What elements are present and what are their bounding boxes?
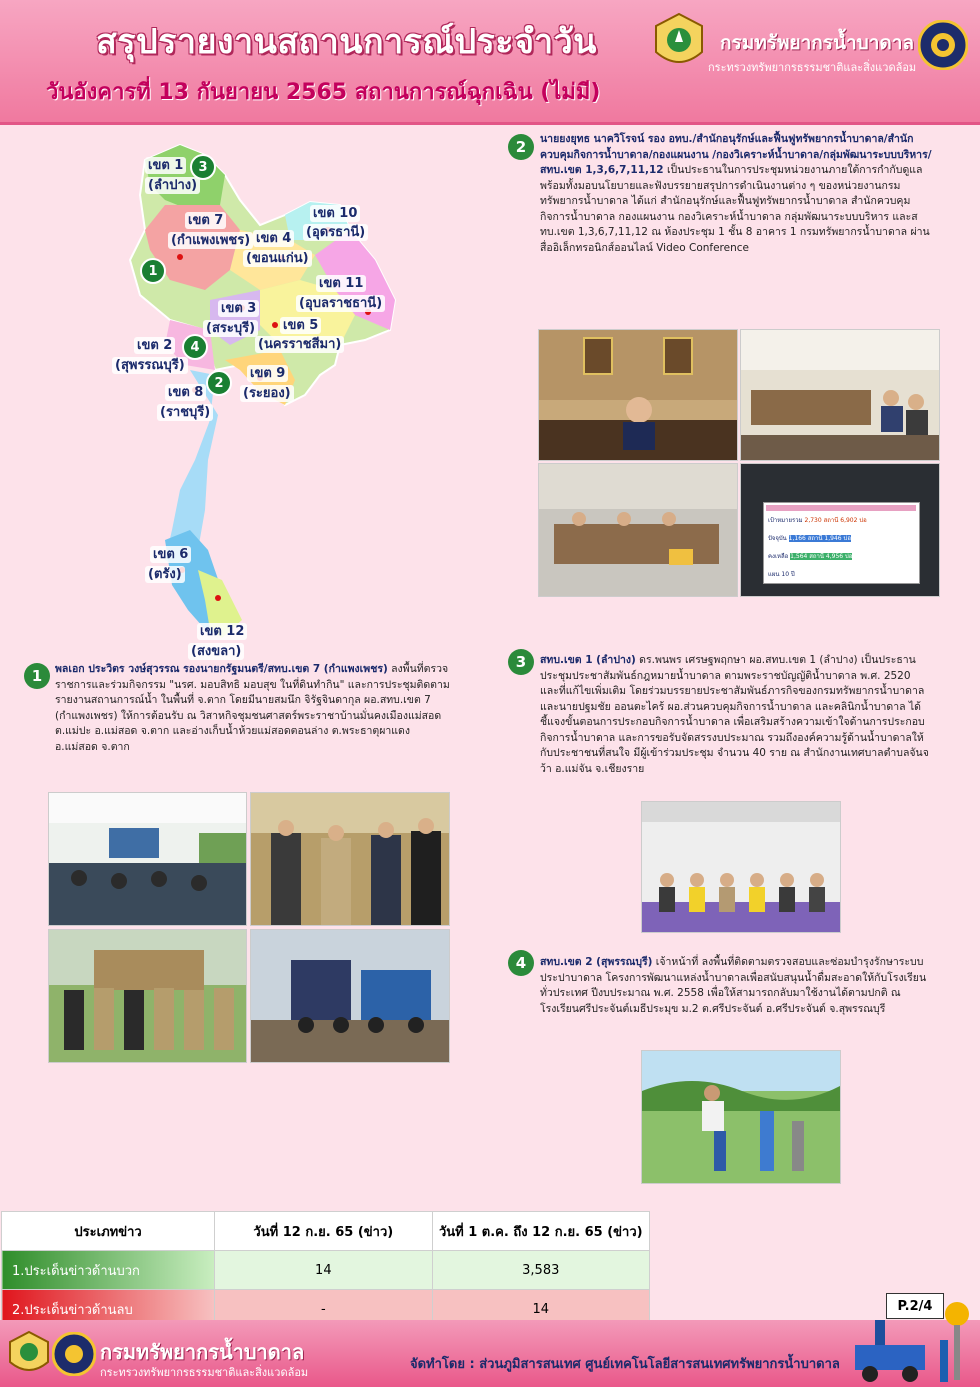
map-marker-3: 3: [190, 154, 216, 180]
positive-day: 14: [215, 1251, 432, 1290]
date-line: วันอังคารที่ 13 กันยายน 2565 สถานการณ์ฉุกเฉิน (ไม่มี): [46, 80, 601, 105]
zone-4-label: เขต 4: [253, 230, 294, 247]
zone-6-label: เขต 6: [150, 546, 191, 563]
news-3-lead: สทบ.เขต 1 (ลำปาง): [540, 654, 636, 666]
zone-5-province: (นครราชสีมา): [255, 336, 344, 353]
slide-line-3: [768, 551, 852, 561]
zone-2-label: เขต 2: [134, 337, 175, 354]
news-1-lead: พลเอก ประวิตร วงษ์สุวรรณ รองนายกรัฐมนตรี/สทบ.เขต 7 (กำแพงเพชร): [55, 663, 388, 675]
news-stats-table: [1, 1211, 650, 1329]
department-seal-icon: [652, 12, 706, 74]
zone-7-province: (กำแพงเพชร): [168, 232, 253, 249]
news-2-number: 2: [508, 134, 534, 160]
footer-org-name: กรมทรัพยากรน้ำบาดาล: [100, 1340, 305, 1364]
news-1-photo-2: [250, 792, 450, 926]
negative-total: 14: [432, 1290, 649, 1329]
news-3-body: ดร.พนพร เศรษฐพฤกษา ผอ.สทบ.เขต 1 (ลำปาง) เป็นประธานประชุมประชาสัมพันธ์กฎหมายน้ำบาดาล ตามพระราชบัญญัติน้ำบาดาล พ.ศ. 2520 และที่แก้ไขเพิ่มเติม โดยร่วมบรรยายประชาสัมพันธ์ภารกิจของกรมทรัพยากรน้ำบาดาล และนายปฐมชัย ออนตะไคร้ ผอ.ส่วนควบคุมกิจการน้ำบาดาล และคลินิกน้ำบาดาล ได้ชี้แจงขั้นตอนการประกอบกิจการน้ำบาดาล เพื่อเสริมสร้างความเข้าใจด้านการประกอบกิจการน้ำบาดาล และการขอรับจัดสรรงบประมาณ รวมถึงองค์ความรู้ด้านน้ำบาดาลให้กับประชาชนที่สนใจ มีผู้เข้าร่วมประชุม จำนวน 40 ราย ณ สำนักงานเทศบาลตำบลจันจว้า อ.แม่จัน จ.เชียงราย: [540, 654, 929, 775]
news-1-body: ลงพื้นที่ตรวจราชการและร่วมกิจกรรม "นรศ. มอบสิทธิ มอบสุข ในที่ดินทำกิน" และการประชุมติดตามรายงานสถานการณ์น้ำ ในพื้นที่ จ.ตาก โดยมีนายสมนึก จิรัฐจินดากุล ผอ.สทบ.เขต 7 (กำแพงเพชร) ให้การต้อนรับ ณ วิสาหกิจชุมชนศาสตร์พระราชาบ้านมั่นคงเมืองแม่สอด ต.แม่ปะ อ.แม่สอด จ.ตาก และอ่างเก็บน้ำห้วยแม่สอดตอนล่าง ต.พระธาตุผาแดง อ.แม่สอด จ.ตาก: [55, 663, 450, 753]
zone-9-label: เขต 9: [247, 365, 288, 382]
news-2-lead: นายยงยุทธ นาควิโรจน์ รอง อทบ./สำนักอนุรักษ์และฟื้นฟูทรัพยากรน้ำบาดาล/สำนักควบคุมกิจการน้ำบาดาล/กองแผนงาน /กองวิเคราะห์น้ำบาดาล/กลุ่มพัฒนาระบบบริหาร/สทบ.เขต 1,3,6,7,11,12: [540, 133, 932, 176]
slide-value-3: 1,564 สถานี 4,956 บ่อ: [790, 553, 853, 560]
news-4-body: เจ้าหน้าที่ ลงพื้นที่ติดตามตรวจสอบและซ่อมบำรุงรักษาระบบประปาบาดาล โครงการพัฒนาแหล่งน้ำบาดาลเพื่อสนับสนุนน้ำดื่มสะอาดให้กับโรงเรียนทั่วประเทศ ปีงบประมาณ พ.ศ. 2558 เพื่อให้สามารถกลับมาใช้งานได้ตามปกติ ณ โรงเรียนศรีประจันต์เมธีประมุข ม.2 ต.ศรีประจันต์ อ.ศรีประจันต์ จ.สุพรรณบุรี: [540, 956, 927, 1015]
zone-11-label: เขต 11: [316, 275, 366, 292]
ministry-seal-icon: [918, 20, 968, 70]
slide-line-2: [768, 533, 851, 543]
page-number: P.2/4: [886, 1293, 944, 1319]
zone-12-label: เขต 12: [197, 623, 247, 640]
zone-10-province: (อุดรธานี): [303, 224, 368, 241]
zone-6-province: (ตรัง): [145, 566, 185, 583]
slide-line-1: [768, 515, 867, 525]
news-3-photo: [641, 801, 841, 933]
news-2-photo-4: [740, 463, 940, 597]
footer-department-seal-icon: [8, 1330, 50, 1380]
news-1-photo-1: [48, 792, 247, 926]
zone-11-province: (อุบลราชธานี): [296, 295, 385, 312]
page-title: สรุปรายงานสถานการณ์ประจำวัน: [96, 22, 597, 62]
drilling-truck-icon: [845, 1300, 977, 1386]
news-2-body: เป็นประธานในการประชุมหน่วยงานภายใต้การกำกับดูแล พร้อมทั้งมอบนโยบายและฟังบรรยายสรุปการดำเนินงานต่าง ๆ ของหน่วยงานกรมทรัพยากรน้ำบาดาล ได้แก่ สำนักอนุรักษ์และฟื้นฟูทรัพยากรน้ำบาดาล สำนักควบคุมกิจการน้ำบาดาล กองแผนงาน กองวิเคราะห์น้ำบาดาล กลุ่มพัฒนาระบบบริหาร และสทบ.เขต 1,3,6,7,11,12 ณ ห้องประชุม 1 ชั้น 8 อาคาร 1 กรมทรัพยากรน้ำบาดาล ผ่านสื่ออิเล็กทรอนิกส์ออนไลน์ Video Conference: [540, 164, 930, 254]
presentation-slide: [763, 502, 920, 584]
slide-label-1: เป้าหมายรวม: [768, 517, 803, 524]
positive-label: 1.ประเด็นข่าวด้านบวก: [2, 1251, 215, 1290]
zone-8-province: (ราชบุรี): [157, 404, 213, 421]
header-total-count: วันที่ 1 ต.ค. ถึง 12 ก.ย. 65 (ข่าว): [432, 1212, 649, 1251]
news-2-photo-3: [538, 463, 738, 597]
news-4-text: [540, 955, 932, 1017]
news-1-photo-3: [48, 929, 247, 1063]
slide-line-4: แผน 10 ปี: [768, 571, 795, 578]
header-category: ประเภทข่าว: [2, 1212, 215, 1251]
negative-day: -: [215, 1290, 432, 1329]
zone-10-label: เขต 10: [310, 205, 360, 222]
news-3-text: [540, 653, 932, 777]
slide-label-3: คงเหลือ: [768, 553, 789, 560]
news-4-photo: [641, 1050, 841, 1184]
zone-12-province: (สงขลา): [188, 643, 244, 660]
news-1-number: 1: [24, 663, 50, 689]
news-1-photo-4: [250, 929, 450, 1063]
table-header-row: [2, 1212, 650, 1251]
news-2-photo-1: [538, 329, 738, 461]
slide-label-2: ปัจจุบัน: [768, 535, 787, 542]
positive-total: 3,583: [432, 1251, 649, 1290]
org-name: กรมทรัพยากรน้ำบาดาล: [720, 32, 915, 54]
map-marker-4: 4: [182, 334, 208, 360]
news-2-photo-2: [740, 329, 940, 461]
negative-label: 2.ประเด็นข่าวด้านลบ: [2, 1290, 215, 1329]
slide-value-1: 2,730 สถานี 6,902 บ่อ: [804, 517, 867, 524]
footer-made-by: จัดทำโดย : ส่วนภูมิสารสนเทศ ศูนย์เทคโนโลยีสารสนเทศทรัพยากรน้ำบาดาล: [410, 1357, 840, 1372]
map-marker-1: 1: [140, 258, 166, 284]
zone-1-label: เขต 1: [145, 157, 186, 174]
news-1-text: [55, 662, 451, 755]
news-4-lead: สทบ.เขต 2 (สุพรรณบุรี): [540, 956, 653, 968]
zone-5-label: เขต 5: [280, 317, 321, 334]
footer-org-subtitle: กระทรวงทรัพยากรธรรมชาติและสิ่งแวดล้อม: [100, 1366, 309, 1379]
zone-7-label: เขต 7: [185, 212, 226, 229]
zone-3-province: (สระบุรี): [203, 320, 258, 337]
zone-1-province: (ลำปาง): [145, 177, 200, 194]
zone-3-label: เขต 3: [218, 300, 259, 317]
news-4-number: 4: [508, 950, 534, 976]
zone-9-province: (ระยอง): [240, 385, 294, 402]
zone-8-label: เขต 8: [165, 384, 206, 401]
news-3-number: 3: [508, 649, 534, 675]
map-marker-2: 2: [206, 370, 232, 396]
news-2-text: [540, 132, 932, 256]
zone-2-province: (สุพรรณบุรี): [112, 357, 188, 374]
table-row-positive: [2, 1251, 650, 1290]
slide-header-bar: [766, 505, 916, 511]
zone-4-province: (ขอนแก่น): [243, 250, 312, 267]
footer-ministry-seal-icon: [52, 1332, 96, 1376]
org-subtitle: กระทรวงทรัพยากรธรรมชาติและสิ่งแวดล้อม: [708, 61, 917, 74]
slide-value-2: 1,166 สถานี 1,946 บ่อ: [788, 535, 851, 542]
header-day-count: วันที่ 12 ก.ย. 65 (ข่าว): [215, 1212, 432, 1251]
